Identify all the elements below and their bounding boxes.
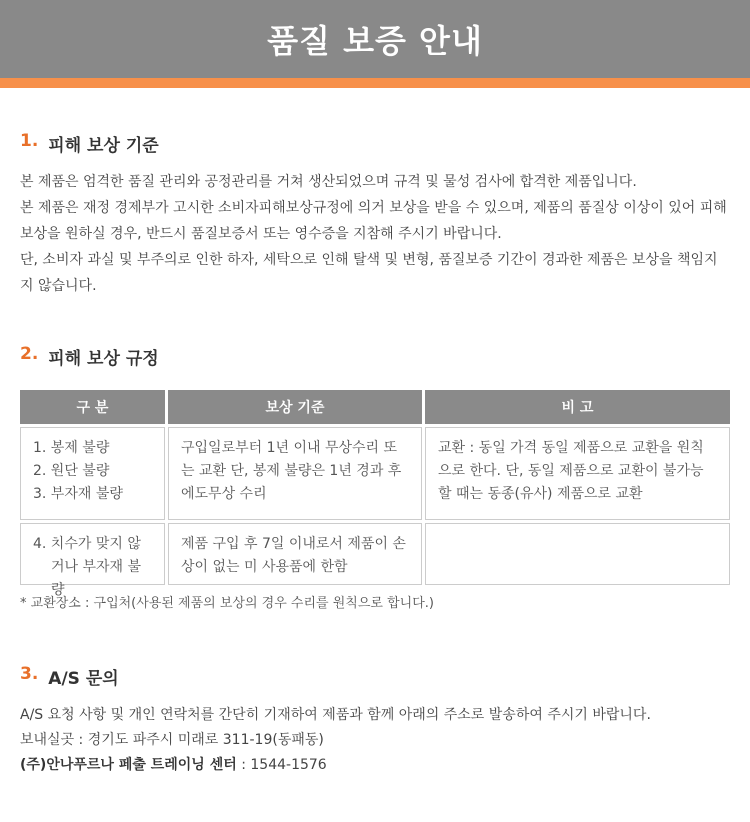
page-header	[0, 0, 750, 88]
section-title-text: A/S 문의	[48, 669, 119, 689]
section-number: 2.	[20, 344, 39, 364]
paragraph: 본 제품은 재정 경제부가 고시한 소비자피해보상규정에 의거 보상을 받을 수 있으며, 제품의 품질상 이상이 있어 피해보상을 원하실 경우, 반드시 품질보증서 또는 영수증을 지참해 주시기 바랍니다.	[20, 200, 727, 242]
table-cell-standard: 제품 구입 후 7일 이내로서 제품이 손상이 없는 미 사용품에 한함	[168, 523, 422, 585]
section-title-text: 피해 보상 기준	[48, 136, 159, 156]
section-body	[20, 703, 730, 778]
exchange-note: * 교환장소 : 구입처(사용된 제품의 보상의 경우 수리를 원칙으로 합니다.)	[20, 596, 434, 611]
table-cell-remark	[425, 523, 730, 585]
as-instructions: A/S 요청 사항 및 개인 연락처를 간단히 기재하여 제품과 함께 아래의 주소로 발송하여 주시기 바랍니다.	[20, 707, 651, 723]
paragraph: 단, 소비자 과실 및 부주의로 인한 하자, 세탁으로 인해 탈색 및 변형, 품질보증 기간이 경과한 제품은 보상을 책임지지 않습니다.	[20, 252, 718, 294]
table-header-category: 구 분	[20, 390, 165, 424]
paragraph: 본 제품은 엄격한 품질 관리와 공정관리를 거쳐 생산되었으며 규격 및 물성 검사에 합격한 제품입니다.	[20, 174, 637, 190]
list-item: 1. 봉제 불량	[33, 440, 110, 456]
page-title: 품질 보증 안내	[267, 22, 483, 60]
section-title-text: 피해 보상 규정	[48, 349, 159, 369]
section-damage-rules	[0, 344, 750, 369]
list-item: 3. 부자재 불량	[33, 486, 123, 502]
phone-number: 1544-1576	[250, 757, 327, 773]
section-damage-criteria	[0, 131, 750, 299]
table-cell-remark: 교환 : 동일 가격 동일 제품으로 교환을 원칙으로 한다. 단, 동일 제품으로 교환이 불가능할 때는 동종(유사) 제품으로 교환	[425, 427, 730, 520]
table-header-standard: 보상 기준	[168, 390, 422, 424]
contact-line	[20, 753, 730, 778]
section-title	[20, 664, 730, 689]
section-body	[20, 169, 730, 299]
list-item: 2. 원단 불량	[33, 463, 110, 479]
shipping-address: 보내실곳 : 경기도 파주시 미래로 311-19(동패동)	[20, 732, 324, 748]
section-title	[20, 344, 730, 369]
table-header-remark: 비 고	[425, 390, 730, 424]
section-number: 3.	[20, 664, 39, 684]
separator: :	[236, 757, 251, 773]
center-name: (주)안나푸르나 페출 트레이닝 센터	[20, 757, 237, 773]
section-as-inquiry	[0, 664, 750, 778]
list-item: 4. 치수가 맞지 않거나 부자재 불량	[33, 536, 142, 598]
compensation-table	[20, 390, 730, 598]
table-cell-category	[20, 427, 165, 520]
table-cell-category	[20, 523, 165, 598]
section-number: 1.	[20, 131, 39, 151]
table-cell-standard: 구입일로부터 1년 이내 무상수리 또는 교환 단, 봉제 불량은 1년 경과 후 에도무상 수리	[168, 427, 422, 520]
section-title	[20, 131, 730, 156]
